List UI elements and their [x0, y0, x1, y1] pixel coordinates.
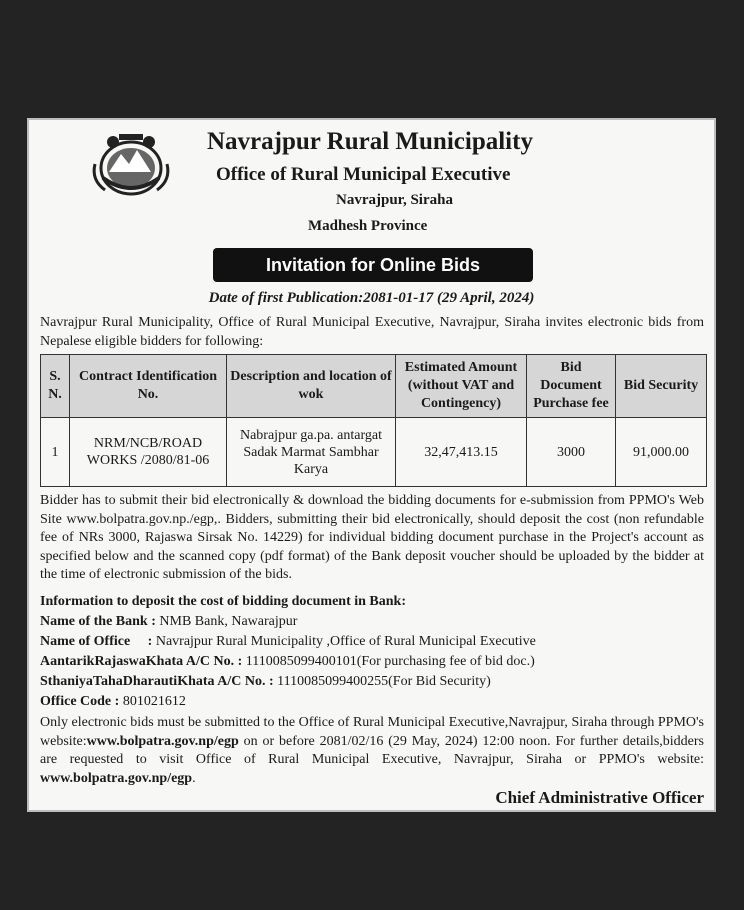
office-name-label: Name of Office :	[40, 634, 153, 649]
office-code-label: Office Code :	[40, 694, 120, 709]
final-paragraph	[40, 714, 704, 788]
location-title: Navrajpur, Siraha	[336, 192, 453, 208]
header-purchase-fee: Bid Document Purchase fee	[527, 355, 616, 418]
header-sn: S. N.	[41, 355, 70, 418]
office-code-value: 801021612	[122, 694, 186, 709]
header-description: Description and location of wok	[227, 355, 396, 418]
deposit-account-row	[40, 672, 704, 692]
egp-link-2[interactable]: www.bolpatra.gov.np/egp	[40, 770, 193, 786]
municipality-title: Navrajpur Rural Municipality	[207, 128, 533, 155]
final-text-part3: .	[192, 770, 196, 786]
header-contract-id: Contract Identification No.	[70, 355, 227, 418]
bank-name-row	[40, 612, 704, 632]
revenue-account-row	[40, 652, 704, 672]
bank-info-heading: Information to deposit the cost of bidding document in Bank:	[40, 594, 406, 609]
cell-bid-security: 91,000.00	[616, 418, 707, 487]
final-text-part2: on or before 2081/02/16 (29 May, 2024) 12:00 noon. For further details,bidders are requested to visit Office of Rural Municipal Executive, Navrajpur, Siraha or PPMO's website:	[40, 733, 704, 768]
office-name-value: Navrajpur Rural Municipality ,Office of Rural Municipal Executive	[155, 634, 536, 649]
intro-paragraph: Navrajpur Rural Municipality, Office of Rural Municipal Executive, Navrajpur, Siraha invites electronic bids from Nepalese eligible bidders for following:	[40, 315, 704, 349]
table-row	[41, 418, 707, 487]
publication-date: Date of first Publication:2081-01-17 (29 April, 2024)	[208, 290, 535, 306]
cell-description: Nabrajpur ga.pa. antargat Sadak Marmat Sambhar Karya	[227, 418, 396, 487]
deposit-account-label: SthaniyaTahaDharautiKhata A/C No. :	[40, 674, 274, 689]
table-header-row	[41, 355, 707, 418]
bank-name-label: Name of the Bank :	[40, 614, 156, 629]
cell-purchase-fee: 3000	[527, 418, 616, 487]
cell-contract-id: NRM/NCB/ROAD WORKS /2080/81-06	[70, 418, 227, 487]
bank-info	[40, 592, 704, 712]
signatory: Chief Administrative Officer	[495, 788, 704, 807]
submission-paragraph: Bidder has to submit their bid electronically & download the bidding documents for e-submission from PPMO's Web Site www.bolpatra.gov.np./egp,. Bidders, submitting their bid electronically, should deposit the cost (non refundable fee of NRs 3000, Rajaswa Sirsak No. 14229) for individual bidding document purchase in the Project's account as specified below and the scanned copy (pdf format) of the Bank deposit voucher should be uploaded by the bidder at the time of electronic submission of the bids.	[40, 493, 704, 583]
province-title: Madhesh Province	[308, 218, 428, 234]
revenue-account-label: AantarikRajaswaKhata A/C No. :	[40, 654, 243, 669]
office-title: Office of Rural Municipal Executive	[216, 164, 511, 185]
revenue-account-value: 1110085099400101(For purchasing fee of bid doc.)	[245, 654, 535, 669]
office-code-row	[40, 692, 704, 712]
header-bid-security: Bid Security	[616, 355, 707, 418]
final-text-part1: Only electronic bids must be submitted to the Office of Rural Municipal Executive,Navrajpur, Siraha through PPMO's website:	[40, 715, 704, 749]
invitation-banner: Invitation for Online Bids	[213, 248, 533, 282]
bid-notice	[27, 118, 716, 812]
cell-sn: 1	[41, 418, 70, 487]
cell-estimated-amount: 32,47,413.15	[396, 418, 527, 487]
egp-link-1[interactable]: www.bolpatra.gov.np/egp	[86, 733, 239, 749]
deposit-account-value: 1110085099400255(For Bid Security)	[277, 674, 491, 689]
header-estimated-amount: Estimated Amount (without VAT and Contingency)	[396, 355, 527, 418]
bank-name-value: NMB Bank, Nawarajpur	[159, 614, 298, 629]
office-name-row	[40, 632, 704, 652]
bid-table	[40, 354, 707, 487]
